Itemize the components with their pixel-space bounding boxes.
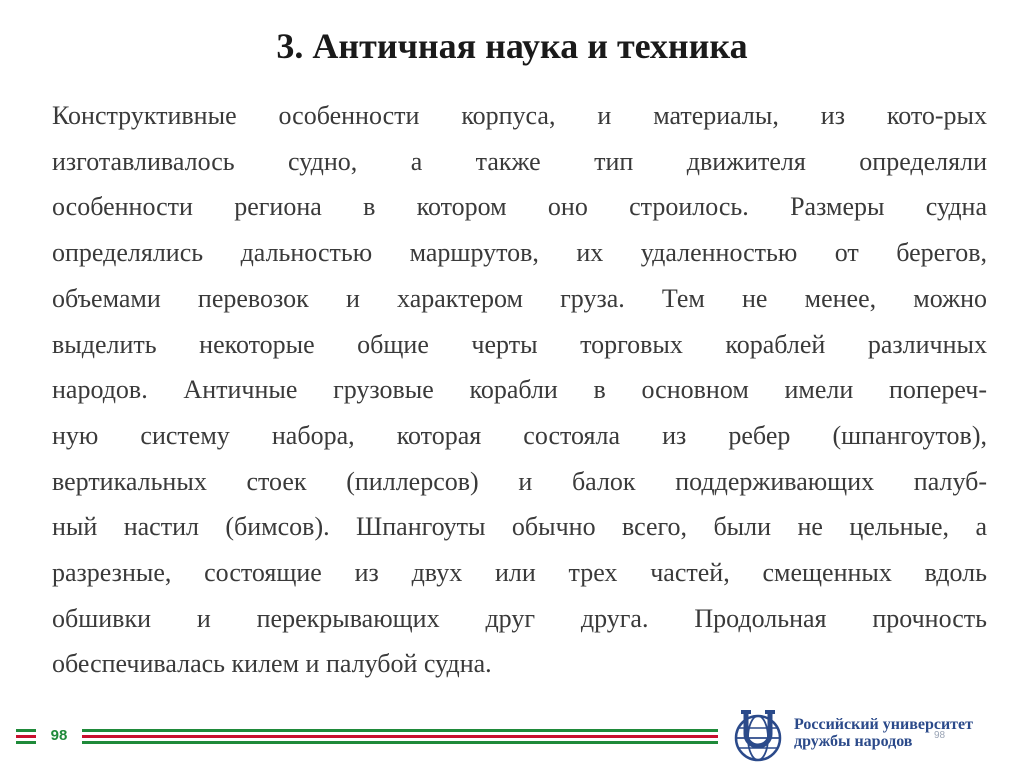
paragraph-line: ный настил (бимсов). Шпангоуты обычно всего, были не цельные, а — [52, 512, 987, 542]
university-name-line1: Российский университет — [794, 716, 973, 733]
footer-stripe-green — [16, 741, 718, 744]
paragraph-line: разрезные, состоящие из двух или трех частей, смещенных вдоль — [52, 558, 987, 588]
footer-stripe-green — [16, 729, 718, 732]
logo-page-number: 98 — [934, 730, 946, 741]
body-paragraph — [52, 93, 987, 687]
paragraph-line: особенности региона в котором оно строилось. Размеры судна — [52, 192, 987, 222]
paragraph-line: изготавливалось судно, а также тип движителя определяли — [52, 146, 987, 176]
paragraph-line: обшивки и перекрывающих друг друга. Продольная прочность — [52, 603, 987, 633]
paragraph-line: народов. Античные грузовые корабли в основном имели попереч- — [52, 375, 987, 405]
paragraph-line: Конструктивные особенности корпуса, и материалы, из кото-рых — [52, 101, 987, 130]
paragraph-line: выделить некоторые общие черты торговых кораблей различных — [52, 329, 987, 359]
rudn-globe-logo-icon — [728, 708, 786, 764]
paragraph-line: объемами перевозок и характером груза. Тем не менее, можно — [52, 283, 987, 313]
footer-stripes — [16, 729, 718, 745]
university-name — [794, 716, 973, 750]
paragraph-line: определялись дальностью маршрутов, их удаленностью от берегов, — [52, 238, 987, 268]
paragraph-line: вертикальных стоек (пиллерсов) и балок поддерживающих палуб- — [52, 466, 987, 496]
slide-title: 3. Античная наука и техника — [276, 26, 748, 66]
paragraph-line: ную систему набора, которая состояла из ребер (шпангоутов), — [52, 420, 987, 450]
university-name-line2: дружбы народов — [794, 733, 913, 750]
footer-stripe-red — [16, 735, 718, 738]
paragraph-line: обеспечивалась килем и палубой судна. — [52, 649, 492, 679]
page-number: 98 — [36, 724, 82, 748]
